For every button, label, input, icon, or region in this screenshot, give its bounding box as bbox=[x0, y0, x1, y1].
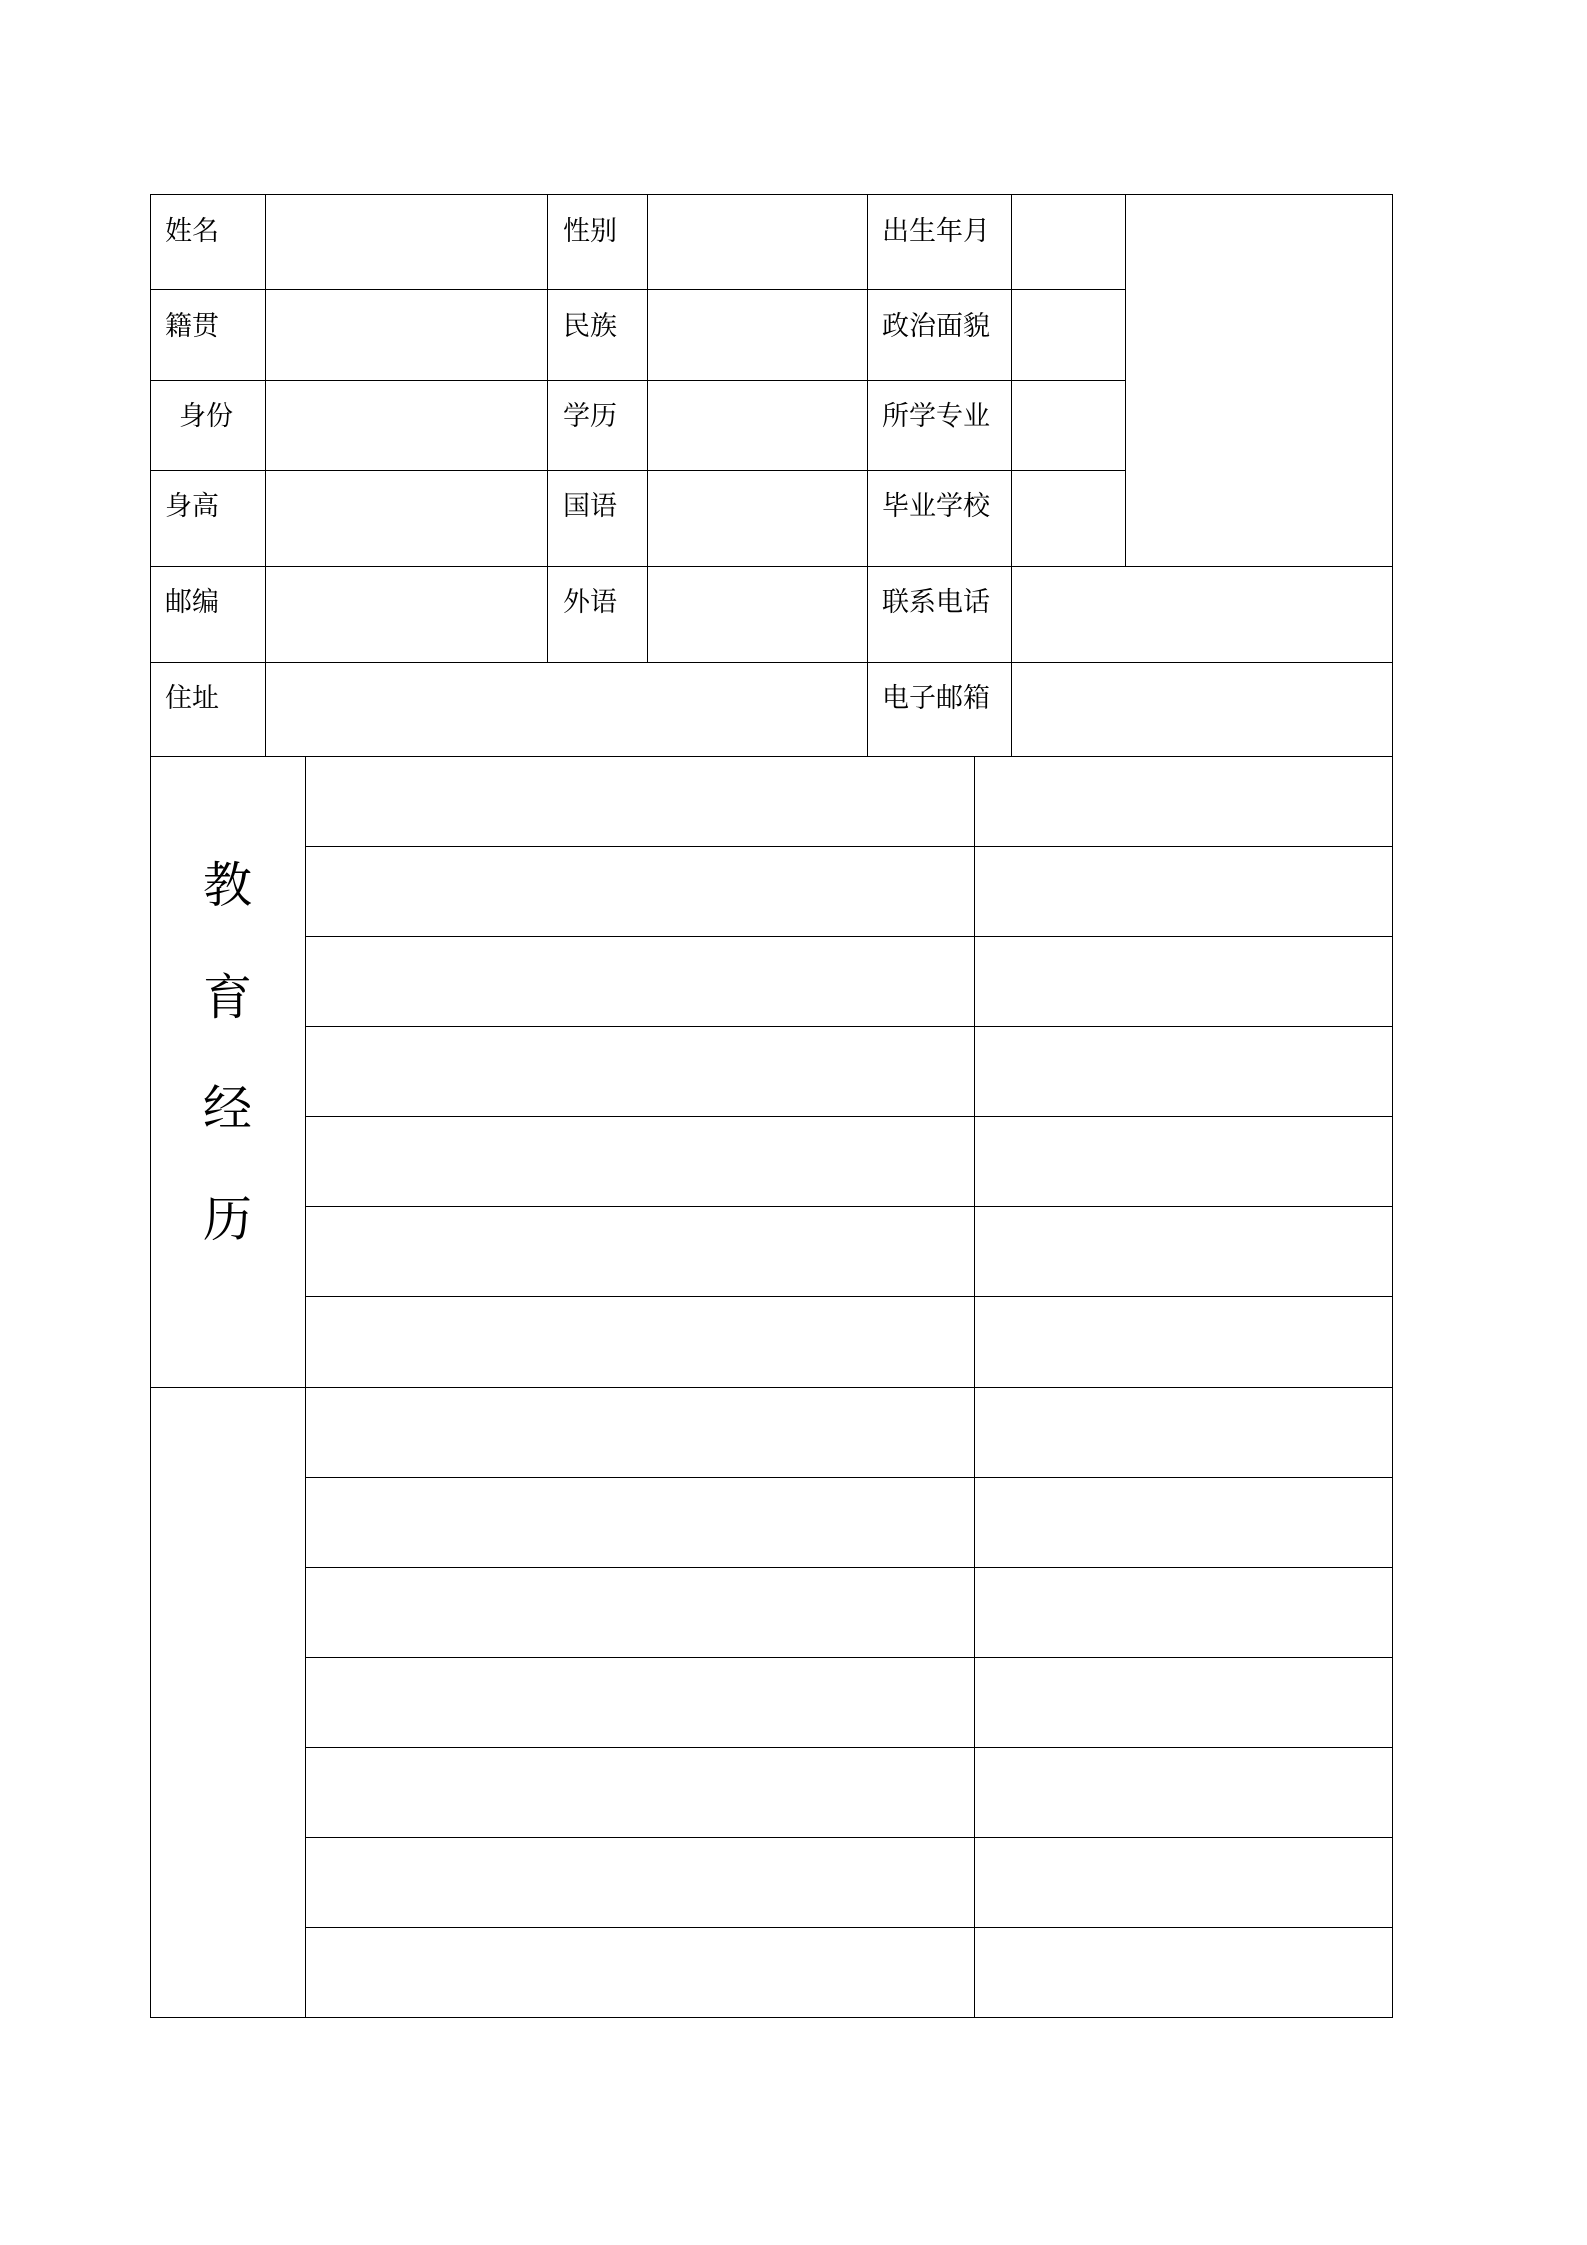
field-address[interactable] bbox=[265, 662, 868, 757]
field-native-place[interactable] bbox=[265, 289, 548, 381]
label-political-status: 政治面貌 bbox=[882, 311, 990, 342]
education-row[interactable] bbox=[305, 1296, 975, 1388]
education-row[interactable] bbox=[305, 1206, 975, 1297]
label-mandarin: 国语 bbox=[563, 491, 617, 522]
label-birth: 出生年月 bbox=[882, 216, 990, 247]
education-label-char-1: 教 bbox=[203, 857, 253, 914]
label-name: 姓名 bbox=[165, 216, 219, 247]
field-birth[interactable] bbox=[1011, 194, 1126, 290]
experience-row-right[interactable] bbox=[974, 1387, 1393, 1478]
education-row[interactable] bbox=[305, 1116, 975, 1207]
field-gender[interactable] bbox=[647, 194, 868, 290]
education-row[interactable] bbox=[305, 936, 975, 1027]
experience-row-right[interactable] bbox=[974, 1747, 1393, 1838]
experience-row[interactable] bbox=[305, 1387, 975, 1478]
education-row[interactable] bbox=[305, 846, 975, 937]
label-education-level: 学历 bbox=[563, 401, 617, 432]
education-row-right[interactable] bbox=[974, 846, 1393, 937]
education-label-char-2: 育 bbox=[203, 969, 253, 1026]
field-height[interactable] bbox=[265, 470, 548, 567]
experience-row-right[interactable] bbox=[974, 1567, 1393, 1658]
field-education-level[interactable] bbox=[647, 380, 868, 471]
education-row-right[interactable] bbox=[974, 1116, 1393, 1207]
education-row-right[interactable] bbox=[974, 1206, 1393, 1297]
education-row-right[interactable] bbox=[974, 756, 1393, 847]
photo-area[interactable] bbox=[1125, 194, 1393, 567]
experience-row-right[interactable] bbox=[974, 1657, 1393, 1748]
field-name[interactable] bbox=[265, 194, 548, 290]
label-gender: 性别 bbox=[563, 216, 617, 247]
experience-row[interactable] bbox=[305, 1567, 975, 1658]
field-major[interactable] bbox=[1011, 380, 1126, 471]
education-section-label-cell bbox=[150, 756, 306, 1388]
experience-row[interactable] bbox=[305, 1927, 975, 2018]
label-address: 住址 bbox=[165, 683, 219, 714]
field-postcode[interactable] bbox=[265, 566, 548, 663]
field-identity[interactable] bbox=[265, 380, 548, 471]
experience-row[interactable] bbox=[305, 1747, 975, 1838]
education-row-right[interactable] bbox=[974, 1026, 1393, 1117]
education-label-char-4: 历 bbox=[203, 1191, 253, 1248]
education-row-right[interactable] bbox=[974, 936, 1393, 1027]
experience-row-right[interactable] bbox=[974, 1927, 1393, 2018]
label-major: 所学专业 bbox=[882, 401, 990, 432]
label-postcode: 邮编 bbox=[165, 587, 219, 618]
label-foreign-language: 外语 bbox=[563, 587, 617, 618]
label-identity: 身份 bbox=[179, 401, 233, 432]
experience-row[interactable] bbox=[305, 1837, 975, 1928]
field-ethnicity[interactable] bbox=[647, 289, 868, 381]
experience-row[interactable] bbox=[305, 1657, 975, 1748]
label-phone: 联系电话 bbox=[882, 587, 990, 618]
field-mandarin[interactable] bbox=[647, 470, 868, 567]
label-height: 身高 bbox=[165, 491, 219, 522]
label-native-place: 籍贯 bbox=[165, 311, 219, 342]
education-row[interactable] bbox=[305, 1026, 975, 1117]
field-phone[interactable] bbox=[1011, 566, 1393, 663]
experience-row-right[interactable] bbox=[974, 1837, 1393, 1928]
experience-row[interactable] bbox=[305, 1477, 975, 1568]
field-political-status[interactable] bbox=[1011, 289, 1126, 381]
experience-row-right[interactable] bbox=[974, 1477, 1393, 1568]
label-school: 毕业学校 bbox=[882, 491, 990, 522]
field-email[interactable] bbox=[1011, 662, 1393, 757]
field-school[interactable] bbox=[1011, 470, 1126, 567]
label-ethnicity: 民族 bbox=[563, 311, 617, 342]
label-email: 电子邮箱 bbox=[882, 683, 990, 714]
education-row[interactable] bbox=[305, 756, 975, 847]
field-foreign-language[interactable] bbox=[647, 566, 868, 663]
second-section-label-cell bbox=[150, 1387, 306, 2018]
education-label-char-3: 经 bbox=[203, 1080, 253, 1137]
education-row-right[interactable] bbox=[974, 1296, 1393, 1388]
